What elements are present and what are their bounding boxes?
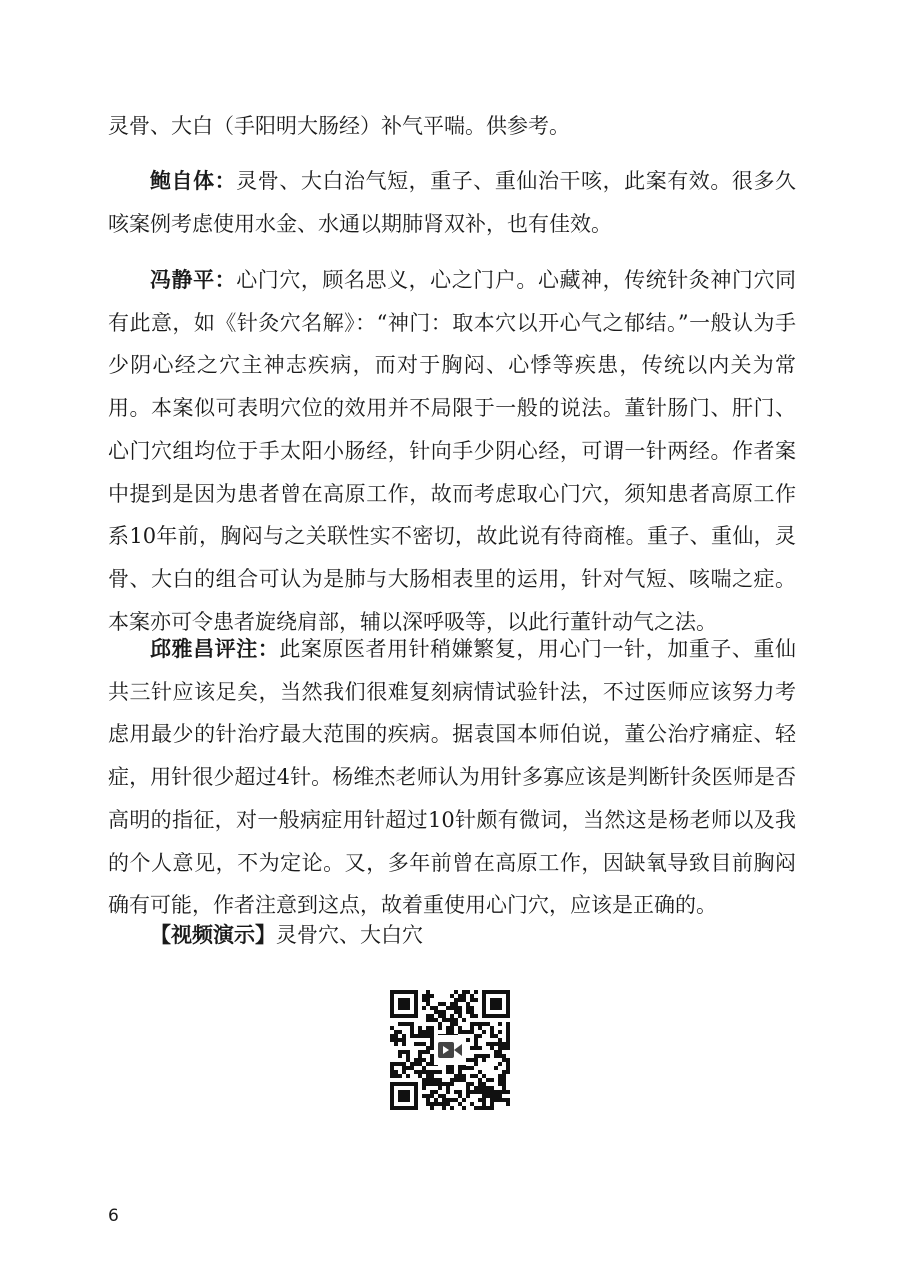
video-demo-tag: 【视频演示】 [150, 922, 276, 947]
paragraph-text: 灵骨、大白（手阳明大肠经）补气平喘。供参考。 [108, 114, 570, 138]
video-camera-icon [434, 1035, 466, 1065]
paragraph-text: 心门穴，顾名思义，心之门户。心藏神，传统针灸神门穴同有此意，如《针灸穴名解》：“神门：取本穴以开心气之郁结。”一般认为手少阴心经之穴主神志疾病，而对于胸闷、心悸等疾患，传统以内关为常用。本案似可表明穴位的效用并不局限于一般的说法。董针肠门、肝门、心门穴组均位于手太阳小肠经，针向手少阴心经，可谓一针两经。作者案中提到是因为患者曾在高原工作，故而考虑取心门穴，须知患者高原工作系10年前，胸闷与之关联性实不密切，故此说有待商榷。重子、重仙，灵骨、大白的组合可认为是肺与大肠相表里的运用，针对气短、咳喘之症。本案亦可令患者旋绕肩部，辅以深呼吸等，以此行董针动气之法。 [108, 268, 797, 634]
commentary-feng [108, 259, 796, 643]
speaker-name: 冯静平： [150, 267, 237, 292]
page-number: 6 [108, 1206, 119, 1226]
video-demo-title: 灵骨穴、大白穴 [276, 923, 423, 947]
commentary-qiu [108, 628, 796, 927]
speaker-name: 鲍自体： [150, 168, 237, 193]
paragraph-text: 此案原医者用针稍嫌繁复，用心门一针，加重子、重仙共三针应该足矣，当然我们很难复刻病情试验针法，不过医师应该努力考虑用最少的针治疗最大范围的疾病。据袁国本师伯说，董公治疗痛症、轻症，用针很少超过4针。杨维杰老师认为用针多寡应该是判断针灸医师是否高明的指征，对一般病症用针超过10针颇有微词，当然这是杨老师以及我的个人意见，不为定论。又，多年前曾在高原工作，因缺氧导致目前胸闷确有可能，作者注意到这点，故着重使用心门穴，应该是正确的。 [108, 637, 796, 918]
video-demo-caption [150, 914, 423, 956]
qr-code[interactable] [386, 986, 514, 1114]
commentary-bao [108, 160, 796, 245]
qr-code-graphic [386, 986, 514, 1114]
speaker-name: 邱雅昌评注： [150, 636, 280, 661]
paragraph-text: 灵骨、大白治气短，重子、重仙治干咳，此案有效。很多久咳案例考虑使用水金、水通以期肺肾双补，也有佳效。 [108, 169, 797, 236]
paragraph-continuation [108, 105, 796, 148]
